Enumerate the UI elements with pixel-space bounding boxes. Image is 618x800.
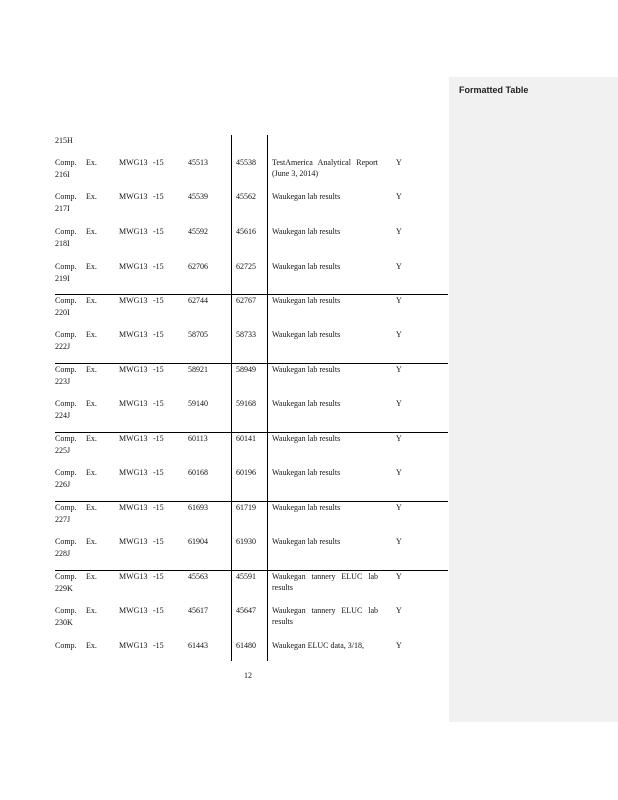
cell-start-page: 61693 — [188, 503, 208, 512]
cell-source: Waukegan lab results — [272, 537, 341, 546]
cell-flag: Y — [396, 227, 402, 236]
cell-exhibit-id: 226J — [55, 480, 71, 489]
cell-start-page: 45563 — [188, 572, 208, 581]
cell-start-page: 58705 — [188, 330, 208, 339]
cell-depth: -15 — [153, 468, 164, 477]
cell-start-page: 45617 — [188, 606, 208, 615]
cell-exhibit-id: 224J — [55, 411, 71, 420]
comment-pane — [449, 77, 618, 722]
cell-ex: Ex. — [86, 262, 97, 271]
cell-ex: Ex. — [86, 330, 97, 339]
cell-source: Waukegan ELUC data, 3/18, — [272, 641, 364, 650]
cell-start-page: 60168 — [188, 468, 208, 477]
cell-start-page: 61904 — [188, 537, 208, 546]
cell-start-page: 58921 — [188, 365, 208, 374]
cell-depth: -15 — [153, 537, 164, 546]
column-divider-left — [231, 135, 232, 661]
cell-location: MWG13 — [119, 365, 148, 374]
cell-exhibit-id: 216I — [55, 170, 70, 179]
cell-flag: Y — [396, 641, 402, 650]
cell-ex: Ex. — [86, 503, 97, 512]
cell-source: Waukegan lab results — [272, 399, 341, 408]
comment-pane-title: Formatted Table — [459, 85, 529, 95]
cell-exhibit-id: 222J — [55, 342, 71, 351]
cell-source: Waukegan lab results — [272, 262, 341, 271]
cell-location: MWG13 — [119, 158, 148, 167]
cell-depth: -15 — [153, 606, 164, 615]
cell-exhibit-id: 229K — [55, 584, 73, 593]
cell-source: Waukegan lab results — [272, 468, 341, 477]
cell-prefix: Comp. — [55, 365, 77, 374]
cell-location: MWG13 — [119, 262, 148, 271]
cell-ex: Ex. — [86, 641, 97, 650]
cell-source: Waukegan tannery ELUC lab results — [272, 572, 378, 592]
cell-end-page: 61930 — [236, 537, 256, 546]
column-divider-right — [267, 135, 268, 661]
cell-depth: -15 — [153, 192, 164, 201]
cell-prefix: Comp. — [55, 227, 77, 236]
cell-ex: Ex. — [86, 296, 97, 305]
cell-flag: Y — [396, 468, 402, 477]
cell-source: Waukegan tannery ELUC lab results — [272, 606, 378, 626]
cell-exhibit-id: 227J — [55, 515, 71, 524]
cell-depth: -15 — [153, 158, 164, 167]
cell-flag: Y — [396, 572, 402, 581]
cell-end-page: 45647 — [236, 606, 256, 615]
cell-flag: Y — [396, 503, 402, 512]
page-number: 12 — [244, 671, 252, 680]
cell-ex: Ex. — [86, 158, 97, 167]
cell-depth: -15 — [153, 296, 164, 305]
cell-prefix: Comp. — [55, 434, 77, 443]
cell-start-page: 62744 — [188, 296, 208, 305]
cell-exhibit-id: 225J — [55, 446, 71, 455]
cell-end-page: 58949 — [236, 365, 256, 374]
cell-prefix: Comp. — [55, 296, 77, 305]
cell-end-page: 45616 — [236, 227, 256, 236]
cell-end-page: 59168 — [236, 399, 256, 408]
cell-location: MWG13 — [119, 606, 148, 615]
cell-flag: Y — [396, 365, 402, 374]
cell-source: Waukegan lab results — [272, 503, 341, 512]
cell-ex: Ex. — [86, 399, 97, 408]
cell-exhibit-id: 220I — [55, 308, 70, 317]
cell-location: MWG13 — [119, 399, 148, 408]
cell-flag: Y — [396, 158, 402, 167]
cell-ex: Ex. — [86, 537, 97, 546]
cell-exhibit-id: 219I — [55, 274, 70, 283]
cell-end-page: 62767 — [236, 296, 256, 305]
cell-prefix: Comp. — [55, 262, 77, 271]
cell-location: MWG13 — [119, 296, 148, 305]
cell-location: MWG13 — [119, 537, 148, 546]
cell-end-page: 45538 — [236, 158, 256, 167]
cell-depth: -15 — [153, 365, 164, 374]
cell-depth: -15 — [153, 399, 164, 408]
cell-flag: Y — [396, 192, 402, 201]
cell-prefix: Comp. — [55, 330, 77, 339]
cell-start-page: 62706 — [188, 262, 208, 271]
cell-location: MWG13 — [119, 468, 148, 477]
cell-source: Waukegan lab results — [272, 192, 341, 201]
cell-depth: -15 — [153, 572, 164, 581]
cell-end-page: 61480 — [236, 641, 256, 650]
cell-depth: -15 — [153, 227, 164, 236]
cell-source: Waukegan lab results — [272, 365, 341, 374]
cell-end-page: 60141 — [236, 434, 256, 443]
cell-source: Waukegan lab results — [272, 434, 341, 443]
cell-depth: -15 — [153, 262, 164, 271]
cell-ex: Ex. — [86, 434, 97, 443]
cell-source: Waukegan lab results — [272, 330, 341, 339]
cell-location: MWG13 — [119, 503, 148, 512]
cell-start-page: 61443 — [188, 641, 208, 650]
cell-end-page: 61719 — [236, 503, 256, 512]
cell-start-page: 45513 — [188, 158, 208, 167]
cell-start-page: 45539 — [188, 192, 208, 201]
cell-end-page: 45591 — [236, 572, 256, 581]
cell-ex: Ex. — [86, 192, 97, 201]
cell-flag: Y — [396, 606, 402, 615]
cell-start-page: 60113 — [188, 434, 208, 443]
cell-prefix: Comp. — [55, 192, 77, 201]
cell-prefix: Comp. — [55, 537, 77, 546]
cell-ex: Ex. — [86, 365, 97, 374]
cell-location: MWG13 — [119, 227, 148, 236]
cell-prefix: Comp. — [55, 641, 77, 650]
cell-flag: Y — [396, 296, 402, 305]
cell-exhibit-id: 228J — [55, 549, 71, 558]
cell-location: MWG13 — [119, 192, 148, 201]
cell-source: Waukegan lab results — [272, 227, 341, 236]
cell-end-page: 62725 — [236, 262, 256, 271]
cell-location: MWG13 — [119, 434, 148, 443]
cell-depth: -15 — [153, 434, 164, 443]
cell-flag: Y — [396, 330, 402, 339]
cell-flag: Y — [396, 537, 402, 546]
cell-prefix: Comp. — [55, 572, 77, 581]
cell-flag: Y — [396, 399, 402, 408]
cell-start-page: 45592 — [188, 227, 208, 236]
cell-location: MWG13 — [119, 572, 148, 581]
cell-depth: -15 — [153, 330, 164, 339]
cell-location: MWG13 — [119, 330, 148, 339]
cell-start-page: 59140 — [188, 399, 208, 408]
cell-prefix: Comp. — [55, 399, 77, 408]
cell-end-page: 60196 — [236, 468, 256, 477]
cell-prefix: Comp. — [55, 468, 77, 477]
cell-exhibit-id: 218I — [55, 239, 70, 248]
cell-exhibit-id: 223J — [55, 377, 71, 386]
cell-exhibit-id: 217I — [55, 204, 70, 213]
cell-ex: Ex. — [86, 606, 97, 615]
cell-prefix: Comp. — [55, 158, 77, 167]
cell-flag: Y — [396, 434, 402, 443]
cell-ex: Ex. — [86, 227, 97, 236]
cell-source: Waukegan lab results — [272, 296, 341, 305]
cell-exhibit-id: 215H — [55, 136, 73, 145]
cell-ex: Ex. — [86, 468, 97, 477]
cell-prefix: Comp. — [55, 503, 77, 512]
cell-exhibit-id: 230K — [55, 618, 73, 627]
cell-source: TestAmerica Analytical Report (June 3, 2014) — [272, 158, 378, 178]
cell-ex: Ex. — [86, 572, 97, 581]
cell-location: MWG13 — [119, 641, 148, 650]
cell-prefix: Comp. — [55, 606, 77, 615]
cell-end-page: 58733 — [236, 330, 256, 339]
cell-end-page: 45562 — [236, 192, 256, 201]
cell-flag: Y — [396, 262, 402, 271]
cell-depth: -15 — [153, 503, 164, 512]
cell-depth: -15 — [153, 641, 164, 650]
